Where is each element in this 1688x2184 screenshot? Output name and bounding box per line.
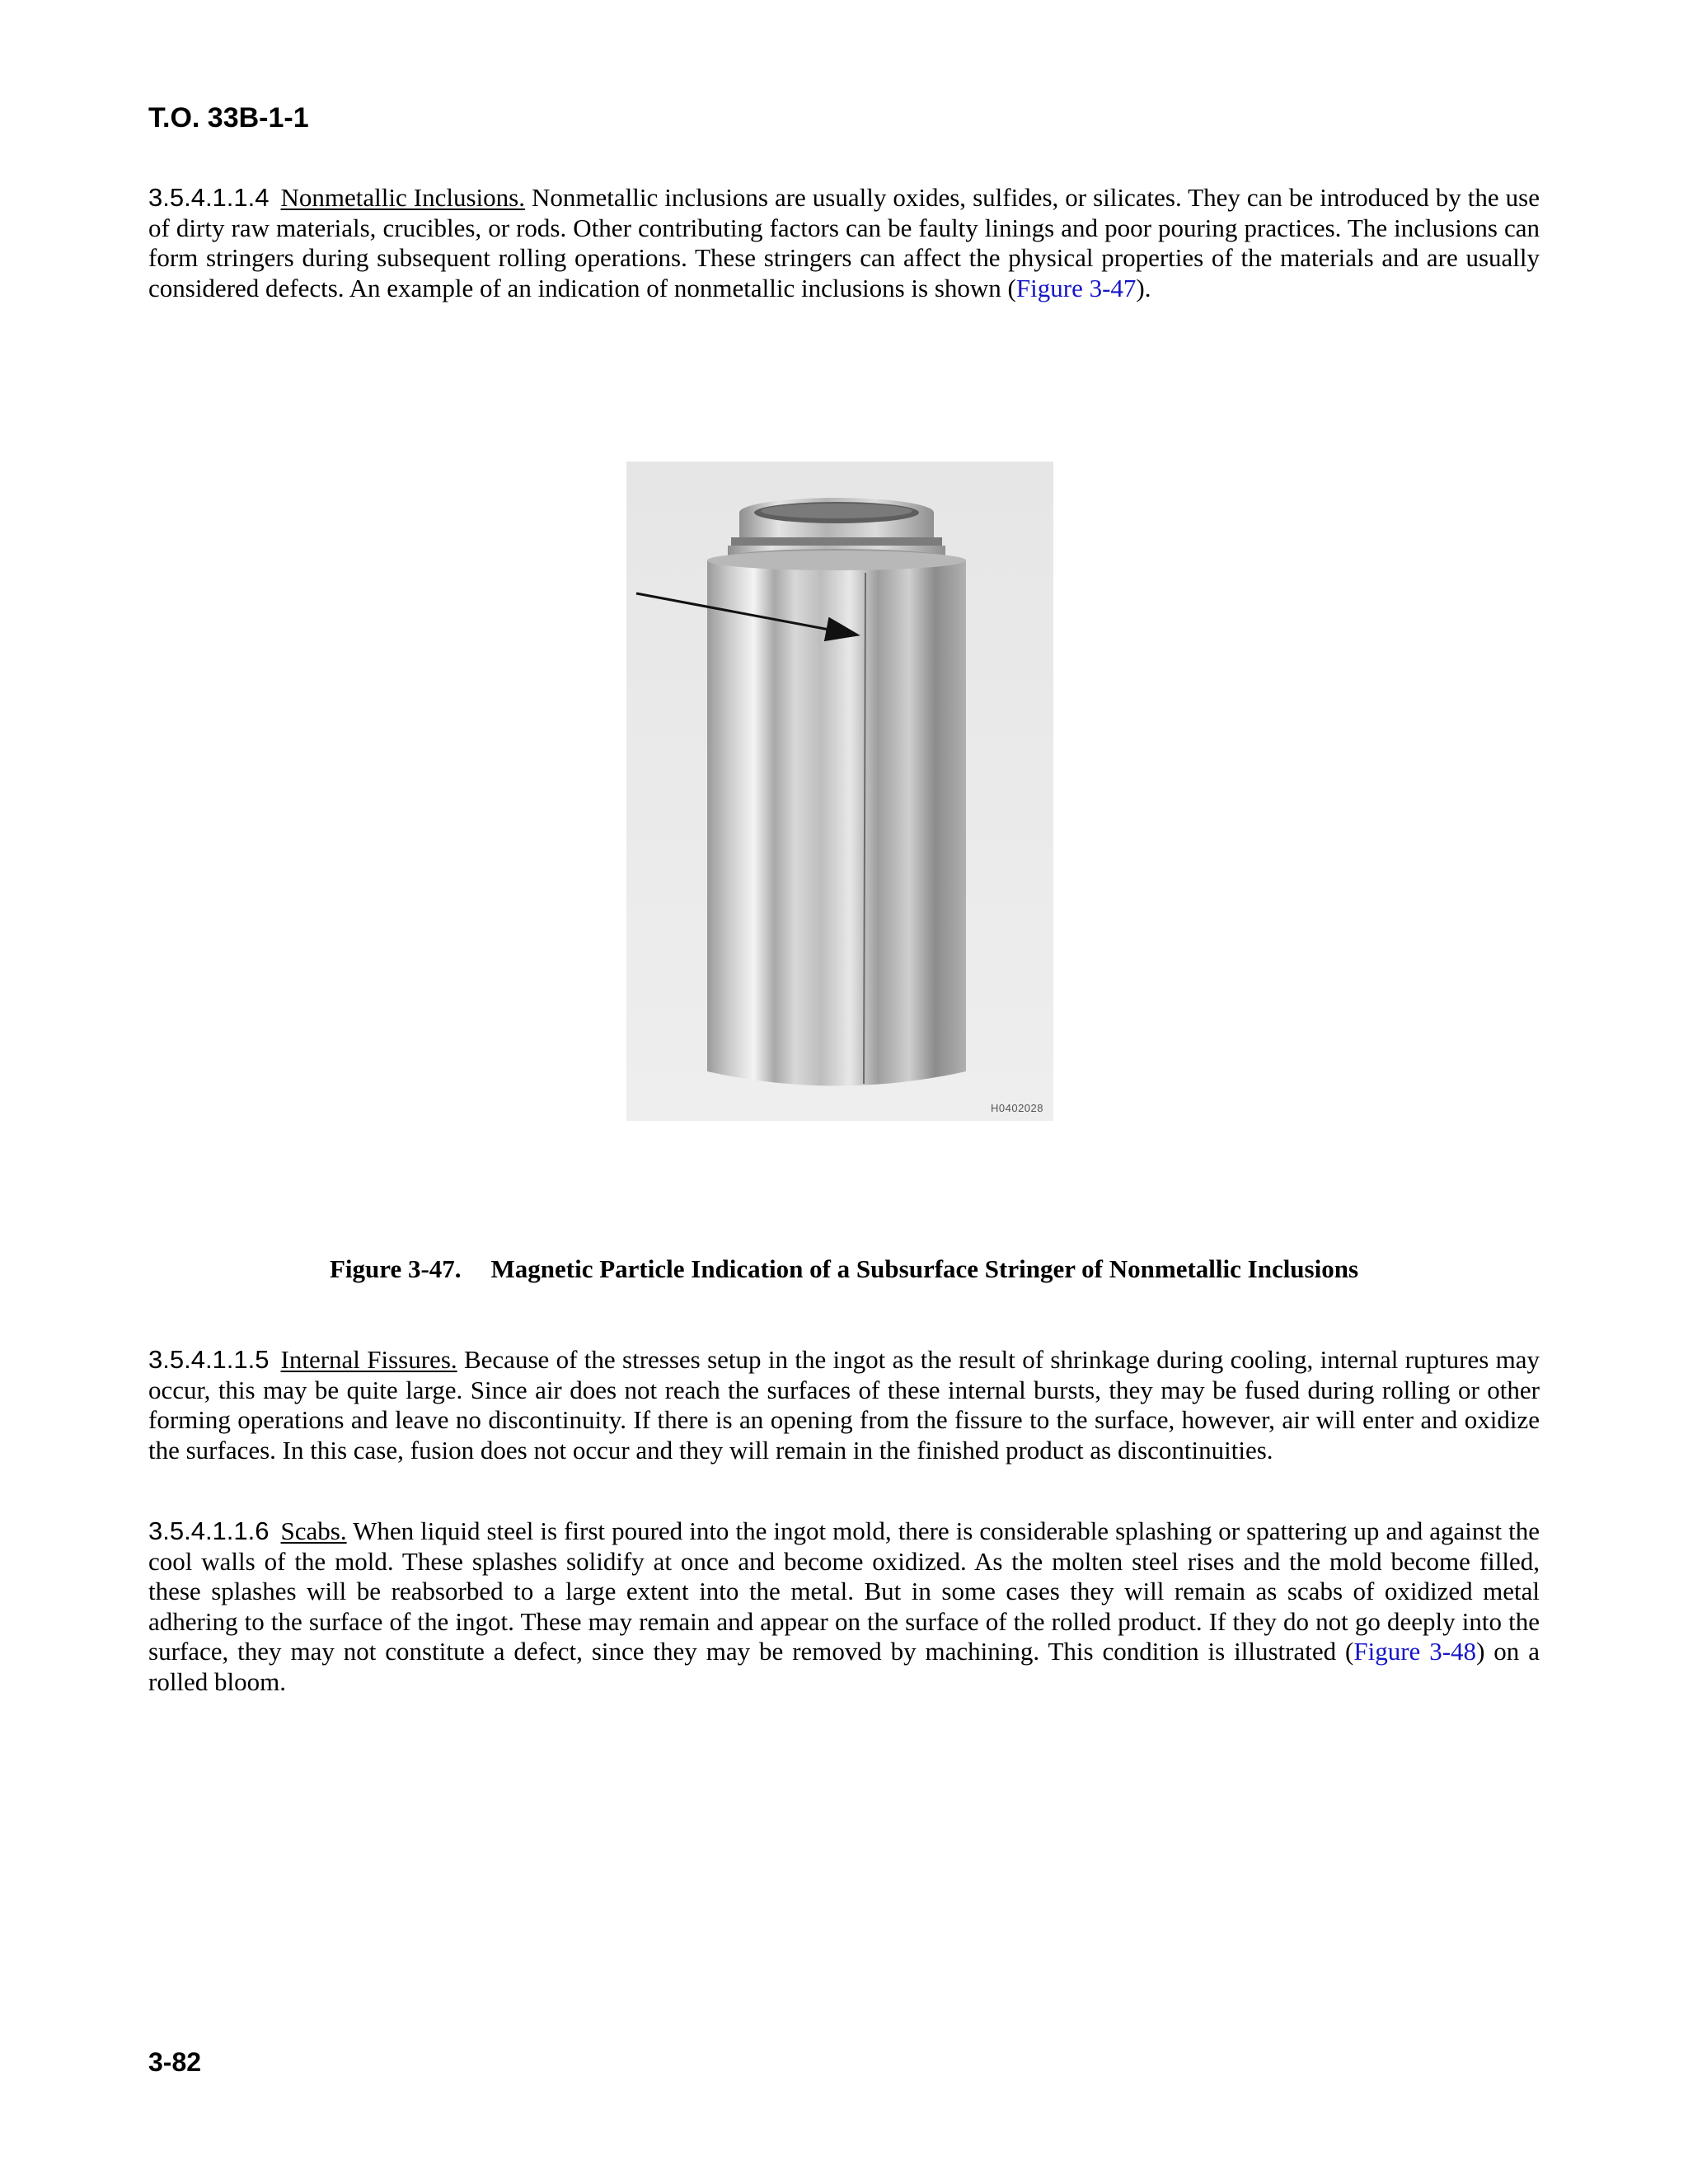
section-number: 3.5.4.1.1.5 <box>148 1345 270 1374</box>
cylinder-photo <box>626 462 1053 1121</box>
section-scabs <box>148 1516 1540 1697</box>
figure-3-47-link[interactable]: Figure 3-47 <box>1015 273 1137 302</box>
section-body: When liquid steel is first poured into the ingot mold, there is considerable splashing or spattering up and against the cool walls of the mold. These splashes solidify at once and become oxidized. As the molten steel rises and the mold become filled, these splashes will be reabsorbed to a large extent into the metal. But in some cases they will remain as scabs of oxidized metal adhering to the surface of the ingot. These may remain and appear on the surface of the rolled product. If they do not go deeply into the surface, they may not constitute a defect, since they may be removed by machining. This condition is illustrated ( <box>148 1516 1540 1666</box>
section-number: 3.5.4.1.1.4 <box>148 183 270 212</box>
page-number: 3-82 <box>148 2047 202 2077</box>
figure-photo <box>626 462 1053 1121</box>
section-nonmetallic-inclusions <box>148 183 1540 303</box>
section-title: Scabs. <box>280 1516 347 1545</box>
section-body: Nonmetallic inclusions are usually oxides, sulfides, or silicates. They can be introduced by the use of dirty raw materials, crucibles, or rods. Other contributing factors can be faulty linings and poor pouring practices. The inclusions can form stringers during subsequent rolling operations. These stringers can affect the physical properties of the materials and are usually considered defects. An example of an indication of nonmetallic inclusions is shown ( <box>148 183 1540 302</box>
section-title: Nonmetallic Inclusions. <box>280 183 525 212</box>
section-internal-fissures <box>148 1345 1540 1465</box>
section-body-end: ). <box>1136 273 1151 302</box>
section-body: Because of the stresses setup in the ingot as the result of shrinkage during cooling, internal ruptures may occur, this may be quite large. Since air does not reach the surfaces of these internal bursts, they may be fused during rolling or other forming operations and leave no discontinuity. If there is an opening from the fissure to the surface, however, air will enter and oxidize the surfaces. In this case, fusion does not occur and they will remain in the finished product as discontinuities. <box>148 1345 1540 1465</box>
figure-image-id: H0402028 <box>991 1102 1043 1114</box>
section-number: 3.5.4.1.1.6 <box>148 1516 270 1545</box>
figure-3-48-link[interactable]: Figure 3-48 <box>1353 1637 1477 1666</box>
section-body-end: ) on a rolled bloom. <box>148 1637 1540 1696</box>
figure-caption <box>0 1254 1688 1284</box>
figure-caption-number: Figure 3-47. <box>329 1254 462 1283</box>
section-title: Internal Fissures. <box>280 1345 457 1374</box>
figure-caption-title: Magnetic Particle Indication of a Subsurface Stringer of Nonmetallic Inclusions <box>490 1254 1359 1283</box>
page-header-doc-id: T.O. 33B-1-1 <box>148 102 309 134</box>
